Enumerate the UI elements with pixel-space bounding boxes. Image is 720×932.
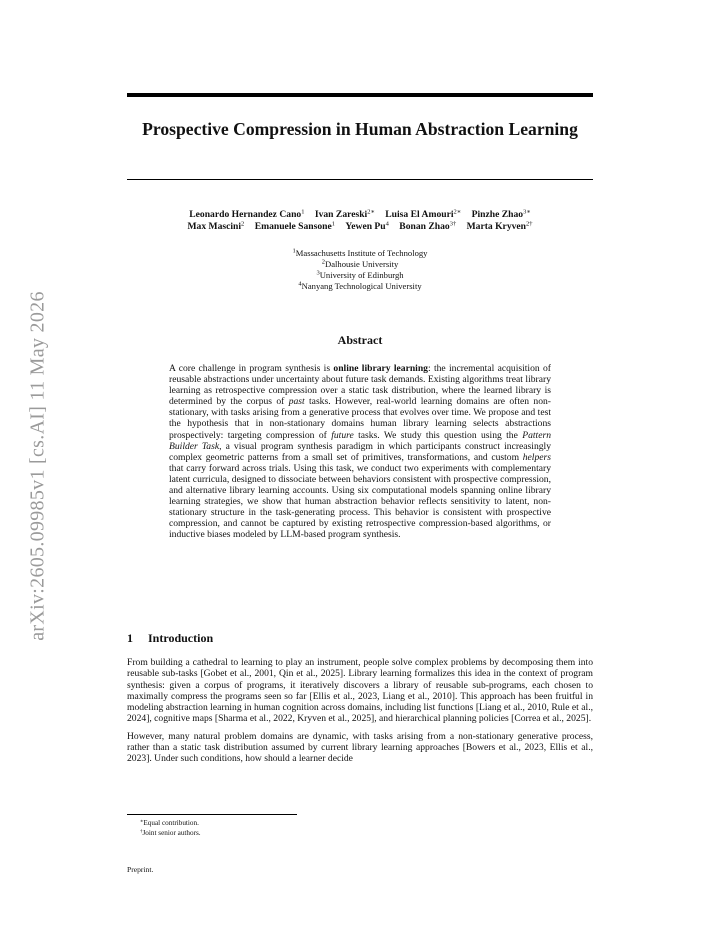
author: Yewen Pu$^4$	[345, 220, 389, 232]
footnote: ∗Equal contribution.	[140, 819, 199, 827]
paper-title: Prospective Compression in Human Abstraction Learning	[142, 119, 578, 139]
author: Ivan Zareski$^{2∗}$	[314, 208, 375, 220]
author: Emanuele Sansone$^1$	[254, 220, 335, 232]
body-text	[127, 657, 593, 771]
author-list	[127, 209, 593, 233]
author: Marta Kryven$^{2\dagger}$	[466, 220, 533, 232]
affiliation: $^1$Massachusetts Institute of Technology	[292, 247, 428, 258]
footnote: †Joint senior authors.	[140, 829, 201, 837]
title-bottom-rule	[127, 179, 593, 180]
affiliation: $^4$Nanyang Technological University	[298, 280, 422, 291]
section-title: Introduction	[148, 631, 214, 645]
abstract-heading: Abstract	[337, 333, 383, 347]
author: Leonardo Hernandez Cano$^1$	[189, 208, 305, 220]
paragraph: From building a cathedral to learning to play an instrument, people solve complex problems by decomposing them into reusable sub-tasks [Gobet et al., 2001, Qin et al., 2025]. Library learning formalizes this idea in the context of program synthesis: given a corpus of programs, it iteratively discovers a library of reusable sub-programs, each chosen to maximally compress the programs seen so far [Ellis et al., 2023, Liang et al., 2010]. This approach has been fruitful in modeling abstraction learning in human cognition across domains, including list functions [Liang et al., 2010, Rule et al., 2024], cognitive maps [Sharma et al., 2022, Kryven et al., 2025], and hierarchical planning policies [Correa et al., 2025].	[127, 657, 593, 725]
author: Bonan Zhao$^{3\dagger}$	[399, 220, 457, 232]
author: Max Mascini$^2$	[187, 220, 245, 232]
footnote-rule	[127, 814, 297, 815]
arxiv-stamp: arXiv:2605.09985v1 [cs.AI] 11 May 2026	[26, 291, 49, 641]
paragraph: However, many natural problem domains are dynamic, with tasks arising from a non-stationary generative process, rather than a static task distribution assumed by current library learning approaches [Bowers et al., 2023, Ellis et al., 2023]. Under such conditions, how should a learner decide	[127, 730, 593, 765]
affiliation-list	[127, 248, 593, 292]
preprint-footer: Preprint.	[127, 865, 154, 874]
abstract-body: A core challenge in program synthesis is online library learning: the incremental acquisition of reusable abstractions under uncertainty about future task demands. Existing algorithms treat library learning as retrospective compression over a static task distribution, where the learned library is determined by the corpus of past tasks. However, real-world learning domains are often non-stationary, with tasks arising from a generative process that evolves over time. We propose and test the hypothesis that in non-stationary domains human library learning selects abstractions prospectively: targeting compression of future tasks. We study this question using the Pattern Builder Task, a visual program synthesis paradigm in which participants construct increasingly complex geometric patterns from a small set of primitives, transformations, and custom helpers that carry forward across trials. Using this task, we conduct two experiments with complementary latent curricula, designed to dissociate between behaviors consistent with prospective compression, and alternative library learning accounts. Using six computational models spanning online library learning strategies, we show that human abstraction behavior reflects sensitivity to latent, non-stationary structure in the task-generating process. This behavior is consistent with prospective compression, and cannot be captured by existing retrospective compression-based algorithms, or inductive biases modeled by LLM-based program synthesis.	[169, 363, 551, 541]
footnotes	[140, 818, 440, 838]
author: Luisa El Amouri$^{2∗}$	[385, 208, 462, 220]
affiliation: $^2$Dalhousie University	[321, 258, 399, 269]
author: Pinzhe Zhao$^{3∗}$	[471, 208, 531, 220]
affiliation: $^3$University of Edinburgh	[316, 269, 404, 280]
title-top-rule	[127, 93, 593, 97]
section-number: 1	[127, 631, 133, 645]
section-heading	[127, 631, 593, 646]
